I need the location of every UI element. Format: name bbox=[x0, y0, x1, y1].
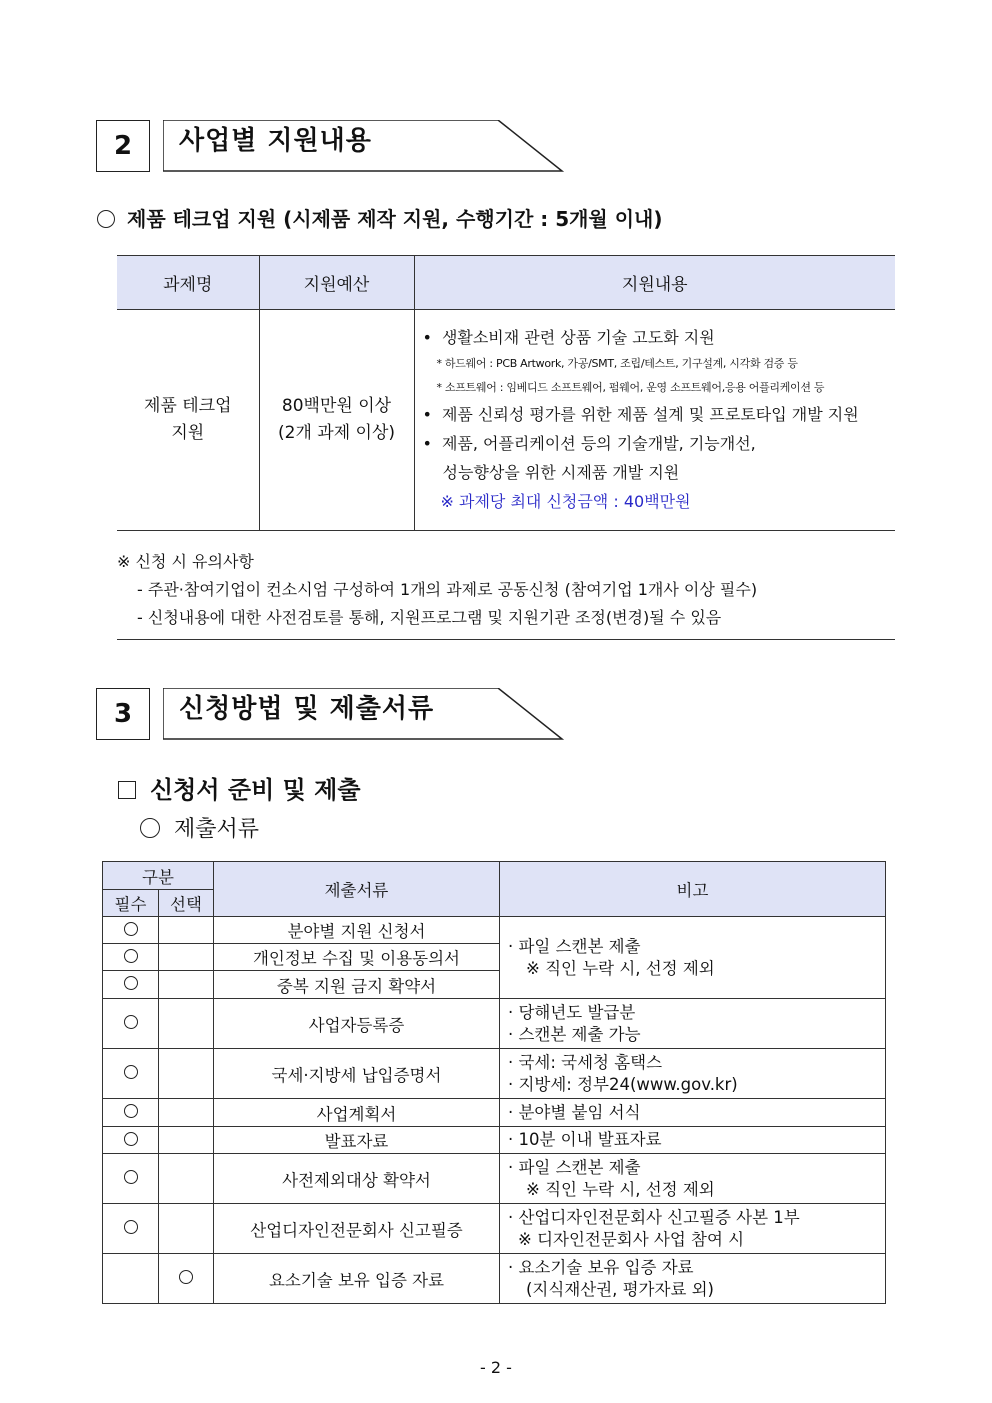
support-table bbox=[117, 255, 895, 531]
section-number: 3 bbox=[96, 688, 150, 740]
doc-name: 분야별 지원 신청서 bbox=[214, 917, 500, 944]
square-bullet-icon bbox=[118, 781, 136, 799]
doc-name: 사업자등록증 bbox=[214, 999, 500, 1049]
documents-table bbox=[102, 861, 886, 1304]
table-header: 지원내용 bbox=[414, 256, 895, 310]
table-header: 필수 bbox=[103, 890, 159, 917]
doc-name: 국세·지방세 납입증명서 bbox=[214, 1049, 500, 1099]
table-header: 비고 bbox=[500, 862, 886, 917]
notes-line: - 주관·참여기업이 컨소시엄 구성하여 1개의 과제로 공동신청 (참여기업 1개사 이상 필수) bbox=[137, 580, 758, 599]
table-header: 지원예산 bbox=[259, 256, 414, 310]
table-row bbox=[103, 917, 886, 944]
remark-cell: · 파일 스캔본 제출 ※ 직인 누락 시, 선정 제외 bbox=[500, 917, 886, 999]
remark-cell: · 당해년도 발급분 · 스캔본 제출 가능 bbox=[500, 999, 886, 1049]
circle-bullet-icon bbox=[97, 210, 115, 228]
section-2-header bbox=[96, 120, 566, 172]
table-header: 제출서류 bbox=[214, 862, 500, 917]
remark-cell: · 국세: 국세청 홈택스 · 지방세: 정부24(www.gov.kr) bbox=[500, 1049, 886, 1099]
doc-name: 발표자료 bbox=[214, 1127, 500, 1154]
notes-title: ※ 신청 시 유의사항 bbox=[117, 552, 254, 571]
remark-cell: · 파일 스캔본 제출 ※ 직인 누락 시, 선정 제외 bbox=[500, 1154, 886, 1204]
section-title: 신청방법 및 제출서류 bbox=[179, 694, 435, 724]
table-row bbox=[103, 1204, 886, 1254]
table-row bbox=[103, 1254, 886, 1304]
section-title-box bbox=[163, 688, 566, 740]
divider bbox=[117, 639, 895, 640]
table-header: 구분 bbox=[103, 862, 214, 890]
doc-name: 산업디자인전문회사 신고필증 bbox=[214, 1204, 500, 1254]
required-mark-icon bbox=[124, 949, 138, 963]
optional-mark-icon bbox=[179, 1270, 193, 1284]
remark-cell: · 10분 이내 발표자료 bbox=[500, 1127, 886, 1154]
page-number: - 2 - bbox=[480, 1358, 512, 1377]
table-row bbox=[103, 1049, 886, 1099]
required-mark-icon bbox=[124, 1104, 138, 1118]
prep-heading: 신청서 준비 및 제출 bbox=[118, 770, 361, 805]
circle-bullet-icon bbox=[140, 818, 160, 838]
doc-name: 중복 지원 금지 확약서 bbox=[214, 971, 500, 999]
section-title-box bbox=[163, 120, 566, 172]
sub-item: * 소프트웨어 : 임베디드 소프트웨어, 펌웨어, 운영 소프트웨어,응용 어플리케이션 등 bbox=[436, 381, 825, 394]
max-amount-note: ※ 과제당 최대 신청금액 : 40백만원 bbox=[440, 492, 691, 511]
list-item-continued: 성능향상을 위한 시제품 개발 지원 bbox=[442, 463, 680, 482]
doc-name: 사업계획서 bbox=[214, 1099, 500, 1127]
doc-name: 개인정보 수집 및 이용동의서 bbox=[214, 944, 500, 971]
table-row bbox=[103, 999, 886, 1049]
notes-line: - 신청내용에 대한 사전검토를 통해, 지원프로그램 및 지원기관 조정(변경)될 수 있음 bbox=[137, 608, 722, 627]
required-mark-icon bbox=[124, 1220, 138, 1234]
table-row bbox=[103, 1127, 886, 1154]
table-header: 과제명 bbox=[117, 256, 259, 310]
remark-cell: · 분야별 붙임 서식 bbox=[500, 1099, 886, 1127]
list-item: • 생활소비재 관련 상품 기술 고도화 지원 bbox=[422, 328, 715, 347]
doc-name: 요소기술 보유 입증 자료 bbox=[214, 1254, 500, 1304]
sub-item: * 하드웨어 : PCB Artwork, 가공/SMT, 조립/테스트, 기구설계, 시각화 검증 등 bbox=[436, 357, 798, 370]
content-cell bbox=[414, 310, 895, 531]
required-mark-icon bbox=[124, 1015, 138, 1029]
section-title: 사업별 지원내용 bbox=[179, 126, 372, 156]
docs-heading: 제출서류 bbox=[140, 812, 259, 843]
list-item: • 제품, 어플리케이션 등의 기술개발, 기능개선, bbox=[422, 434, 756, 453]
section-3-header bbox=[96, 688, 566, 740]
table-row bbox=[103, 1154, 886, 1204]
required-mark-icon bbox=[124, 1132, 138, 1146]
doc-name: 사전제외대상 확약서 bbox=[214, 1154, 500, 1204]
required-mark-icon bbox=[124, 1065, 138, 1079]
remark-cell: · 산업디자인전문회사 신고필증 사본 1부 ※ 디자인전문회사 사업 참여 시 bbox=[500, 1204, 886, 1254]
application-notes bbox=[117, 548, 895, 632]
task-name-cell: 제품 테크업 지원 bbox=[117, 310, 259, 531]
budget-cell: 80백만원 이상 (2개 과제 이상) bbox=[259, 310, 414, 531]
remark-cell: · 요소기술 보유 입증 자료 (지식재산권, 평가자료 외) bbox=[500, 1254, 886, 1304]
support-heading: 제품 테크업 지원 (시제품 제작 지원, 수행기간 : 5개월 이내) bbox=[97, 203, 663, 232]
section-number: 2 bbox=[96, 120, 150, 172]
table-header: 선택 bbox=[159, 890, 214, 917]
required-mark-icon bbox=[124, 922, 138, 936]
list-item: • 제품 신뢰성 평가를 위한 제품 설계 및 프로토타입 개발 지원 bbox=[422, 405, 859, 424]
required-mark-icon bbox=[124, 976, 138, 990]
required-mark-icon bbox=[124, 1170, 138, 1184]
table-row bbox=[103, 1099, 886, 1127]
